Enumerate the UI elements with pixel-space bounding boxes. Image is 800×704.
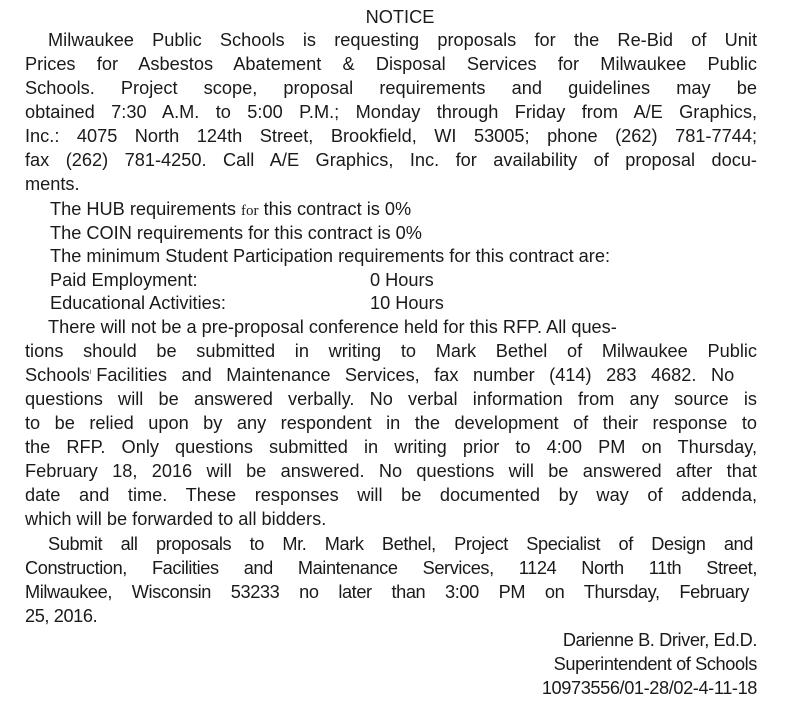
requirement-row bbox=[50, 292, 550, 315]
coin-requirement: The COIN requirements for this contract is 0% bbox=[50, 223, 422, 243]
text-line: Submit all proposals to Mr. Mark Bethel, Project Specialist of Design and bbox=[48, 534, 753, 554]
text-line: date and time. These responses will be documented by way of addenda, bbox=[25, 485, 757, 505]
text-line: fax (262) 781-4250. Call A/E Graphics, Inc. for availability of proposal docu- bbox=[25, 150, 757, 170]
hub-for: for bbox=[241, 203, 259, 219]
hub-text-end: this contract is 0% bbox=[258, 199, 412, 219]
requirement-label: Paid Employment: bbox=[50, 270, 198, 290]
requirement-label: Educational Activities: bbox=[50, 293, 226, 313]
text-line: Schools. Project scope, proposal requirements and guidelines may be bbox=[25, 78, 757, 98]
text-line: the RFP. Only questions submitted in writing prior to 4:00 PM on Thursday, bbox=[25, 437, 757, 457]
text-line: There will not be a pre-proposal conference held for this RFP. All ques- bbox=[48, 317, 617, 337]
text-line: 25, 2016. bbox=[25, 606, 98, 626]
hub-requirement bbox=[50, 198, 759, 221]
requirement-value: 0 Hours bbox=[370, 270, 434, 290]
text-line: tions should be submitted in writing to Mark Bethel of Milwaukee Public bbox=[25, 341, 757, 361]
facilities-text: Facilities and Maintenance Services, fax number (414) 283 4682. No bbox=[96, 365, 735, 385]
signer-title: Superintendent of Schools bbox=[553, 654, 757, 674]
text-line: ments. bbox=[25, 174, 80, 194]
text-line: questions will be answered verbally. No verbal information from any source is bbox=[25, 389, 757, 409]
text-line: obtained 7:30 A.M. to 5:00 P.M.; Monday through Friday from A/E Graphics, bbox=[25, 102, 757, 122]
requirement-value: 10 Hours bbox=[370, 293, 444, 313]
text-line: Inc.: 4075 North 124th Street, Brookfield, WI 53005; phone (262) 781-7744; bbox=[25, 126, 757, 146]
text-line bbox=[25, 364, 757, 387]
requirement-row bbox=[50, 269, 550, 292]
signer-name: Darienne B. Driver, Ed.D. bbox=[562, 630, 757, 650]
text-line: February 18, 2016 will be answered. No questions will be answered after that bbox=[25, 461, 757, 481]
text-line: Construction, Facilities and Maintenance Services, 1124 North 11th Street, bbox=[25, 558, 757, 578]
text-line: to be relied upon by any respondent in the development of their response to bbox=[25, 413, 757, 433]
text-line: which will be forwarded to all bidders. bbox=[25, 509, 327, 529]
reference-number: 10973556/01-28/02-4-11-18 bbox=[541, 678, 757, 698]
text-line: Prices for Asbestos Abatement & Disposal Services for Milwaukee Public bbox=[25, 54, 757, 74]
apostrophe-mark: ˡ bbox=[89, 368, 92, 378]
hub-text: The HUB requirements bbox=[50, 199, 242, 219]
text-line: Milwaukee, Wisconsin 53233 no later than 3:00 PM on Thursday, February bbox=[25, 582, 749, 602]
text-line: Milwaukee Public Schools is requesting proposals for the Re-Bid of Unit bbox=[48, 30, 757, 50]
student-participation: The minimum Student Participation requirements for this contract are: bbox=[50, 246, 611, 266]
notice-title: NOTICE bbox=[365, 7, 435, 27]
schools-text: Schools bbox=[25, 365, 90, 385]
